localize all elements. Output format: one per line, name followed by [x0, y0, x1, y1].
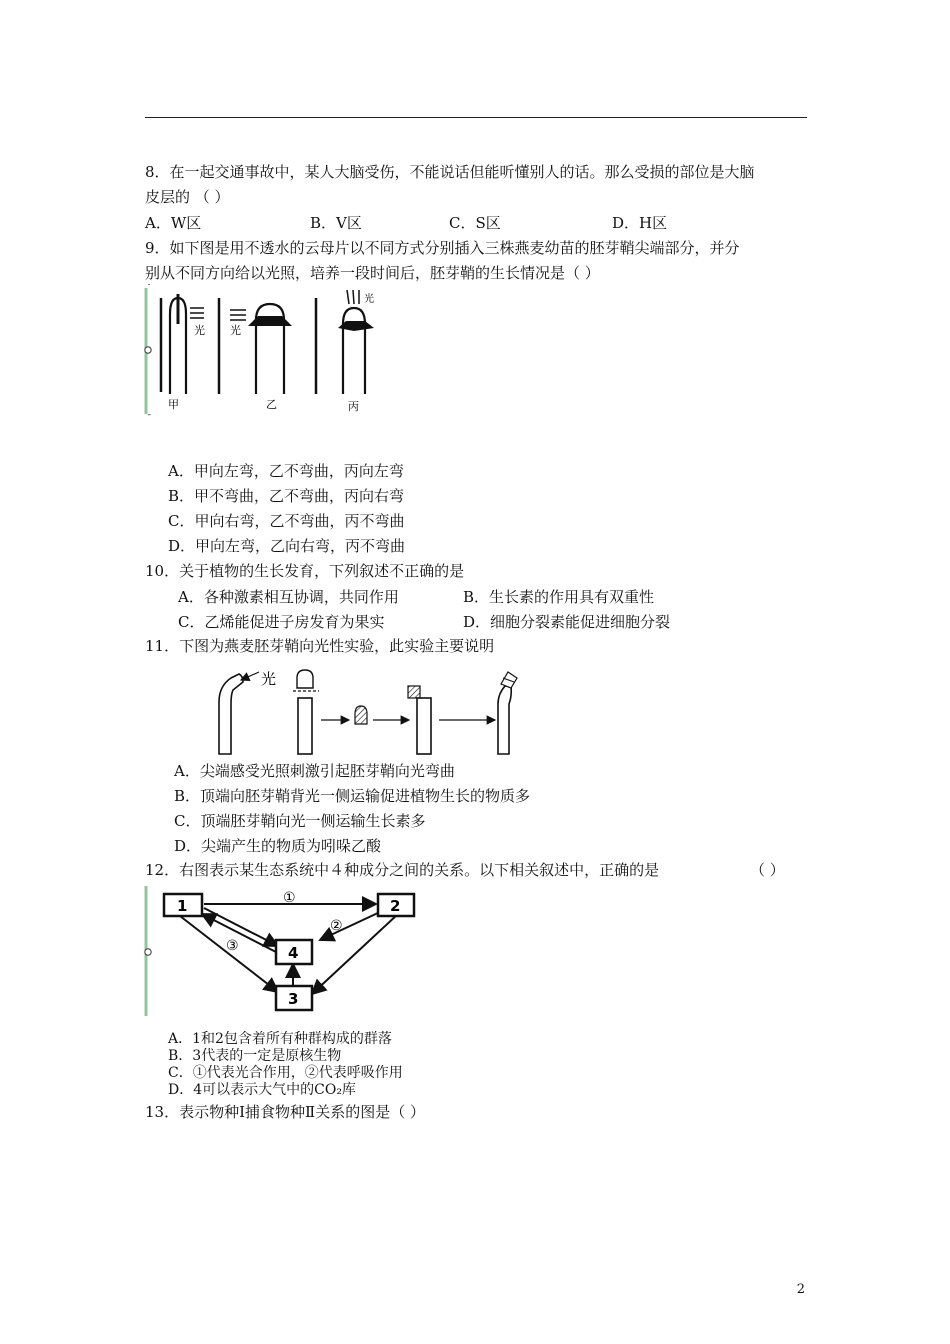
q12-option-b: B．3代表的一定是原核生物: [168, 1048, 342, 1064]
svg-text:ˇ: ˇ: [147, 284, 151, 292]
node-2: [378, 894, 414, 916]
q13-stem: 13．表示物种Ⅰ捕食物种Ⅱ关系的图是（ ）: [145, 1103, 425, 1121]
label-bing: 丙: [348, 400, 359, 413]
q11-stem: 11．下图为燕麦胚芽鞘向光性实验，此实验主要说明: [145, 637, 495, 655]
light-label-yi: 光: [230, 324, 241, 337]
q12-option-a: A．1和2包含着所有种群构成的群落: [168, 1031, 392, 1047]
result-curved-coleoptile: [498, 672, 517, 754]
q12-option-d: D．4可以表示大气中的CO₂库: [168, 1082, 356, 1098]
q9-option-a: A．甲向左弯，乙不弯曲，丙向左弯: [168, 462, 404, 480]
anchor-circle: [145, 347, 151, 353]
anchor-circle: [145, 949, 151, 955]
page-number: 2: [796, 1282, 805, 1297]
label-yi: 乙: [266, 398, 277, 411]
header-rule: [145, 117, 807, 118]
agar-with-tip: [355, 706, 409, 724]
bent-coleoptile: [219, 670, 276, 754]
seedling-jia: [161, 294, 205, 411]
q8-option-d: D．H区: [612, 214, 668, 232]
q11-option-b: B．顶端向胚芽鞘背光一侧运输促进植物生长的物质多: [174, 787, 531, 805]
svg-text:ˉ: ˉ: [147, 414, 152, 424]
arrow-label-2: ②: [330, 918, 343, 934]
q8-option-a: A．W区: [145, 214, 202, 232]
svg-text:1: 1: [177, 897, 188, 915]
q12-ecosystem-diagram: [140, 882, 440, 1022]
node-1: [164, 894, 202, 916]
q8-option-c: C．S区: [449, 214, 501, 232]
seedling-yi: [219, 298, 292, 411]
q10-stem: 10．关于植物的生长发育，下列叙述不正确的是: [145, 562, 465, 580]
svg-text:3: 3: [288, 990, 299, 1008]
q8-stem-line1: 8．在一起交通事故中，某人大脑受伤，不能说话但能听懂别人的话。那么受损的部位是大脑: [145, 163, 755, 181]
arrow-label-1: ①: [283, 890, 296, 906]
q9-option-d: D．甲向左弯，乙向右弯，丙不弯曲: [168, 537, 406, 555]
label-jia: 甲: [168, 398, 179, 411]
q8-option-b: B．V区: [310, 214, 362, 232]
q12-bracket: （ ）: [750, 861, 785, 879]
svg-text:4: 4: [288, 944, 299, 962]
light-label-bing: 光: [364, 294, 374, 305]
q11-experiment-figure: [205, 664, 535, 759]
q11-option-d: D．尖端产生的物质为吲哚乙酸: [174, 837, 382, 855]
q9-option-b: B．甲不弯曲，乙不弯曲，丙向右弯: [168, 487, 405, 505]
node-3: [276, 986, 312, 1010]
q9-coleoptile-figure: [140, 284, 400, 424]
light-label-q11: 光: [261, 670, 277, 688]
q12-stem: 12．右图表示某生态系统中４种成分之间的关系。以下相关叙述中，正确的是: [145, 861, 660, 879]
cut-tip-coleoptile: [293, 670, 349, 754]
q9-stem-line1: 9．如下图是用不透水的云母片以不同方式分别插入三株燕麦幼苗的胚芽鞘尖端部分，并分: [145, 239, 740, 257]
q12-option-c: C．①代表光合作用，②代表呼吸作用: [168, 1065, 403, 1081]
q8-stem-line2: 皮层的 （ ）: [145, 188, 230, 206]
seedling-bing: [316, 290, 374, 413]
arrow-label-3: ③: [226, 938, 239, 954]
light-label-jia: 光: [194, 324, 205, 337]
q11-option-c: C．顶端胚芽鞘向光一侧运输生长素多: [174, 812, 426, 830]
q10-option-c: C．乙烯能促进子房发育为果实: [178, 613, 385, 631]
svg-text:2: 2: [390, 897, 401, 915]
q10-option-b: B．生长素的作用具有双重性: [463, 588, 655, 606]
q10-option-a: A．各种激素相互协调，共同作用: [178, 588, 399, 606]
node-4: [276, 940, 312, 964]
q11-option-a: A．尖端感受光照刺激引起胚芽鞘向光弯曲: [174, 762, 455, 780]
q10-option-d: D．细胞分裂素能促进细胞分裂: [463, 613, 671, 631]
decapitated-with-agar: [408, 686, 495, 754]
q9-stem-line2: 别从不同方向给以光照，培养一段时间后，胚芽鞘的生长情况是（ ）: [145, 264, 600, 282]
q9-option-c: C．甲向右弯，乙不弯曲，丙不弯曲: [168, 512, 405, 530]
